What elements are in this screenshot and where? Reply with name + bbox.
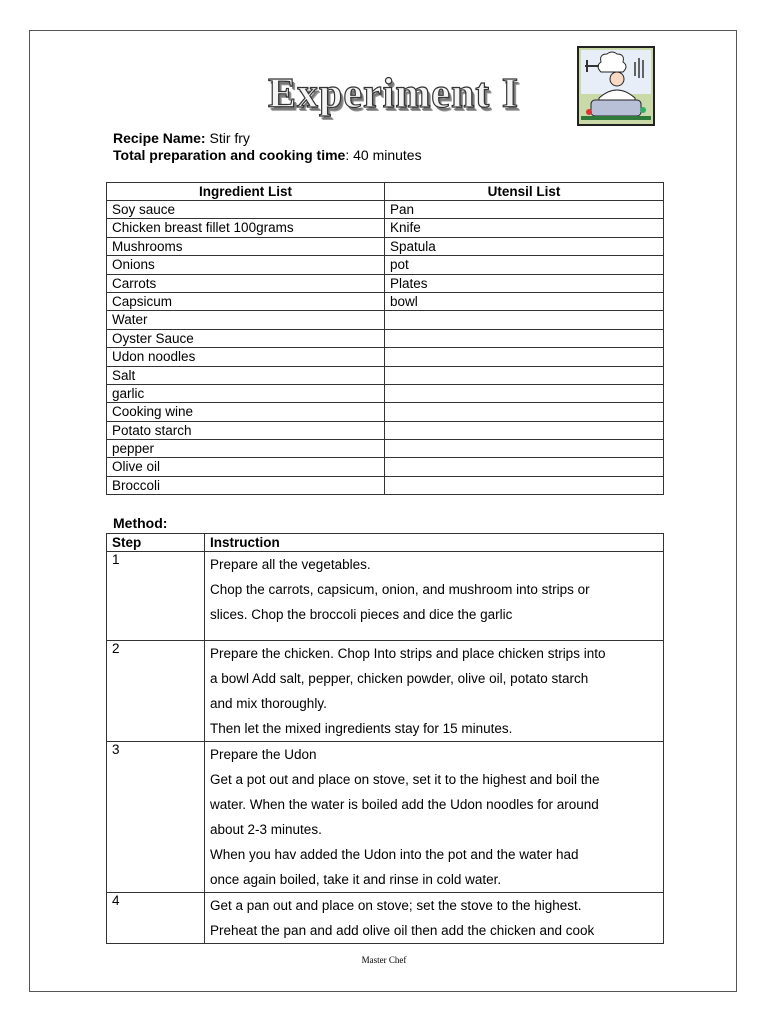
ingredient-cell: Water (107, 311, 385, 329)
instruction-cell (205, 893, 664, 944)
time-label: Total preparation and cooking time (113, 147, 346, 163)
instruction-line: about 2-3 minutes. (210, 822, 322, 837)
recipe-meta (113, 130, 422, 164)
ingredient-cell: Salt (107, 366, 385, 384)
table-row (107, 440, 664, 458)
ingredient-cell: garlic (107, 384, 385, 402)
time-value: : 40 minutes (345, 147, 422, 163)
ingredient-cell: Capsicum (107, 292, 385, 310)
table-row (107, 292, 664, 310)
table-row (107, 201, 664, 219)
step-number: 2 (107, 641, 205, 742)
instruction-line: Prepare all the vegetables. (210, 557, 371, 572)
chef-cooking-icon (577, 46, 655, 126)
utensil-cell: Knife (385, 219, 664, 237)
table-row (107, 329, 664, 347)
utensil-header: Utensil List (385, 183, 664, 201)
ingredient-utensil-table (106, 182, 664, 495)
instruction-line: a bowl Add salt, pepper, chicken powder, olive oil, potato starch (210, 671, 589, 686)
ingredient-cell: Carrots (107, 274, 385, 292)
table-row (107, 348, 664, 366)
ingredient-header: Ingredient List (107, 183, 385, 201)
step-number: 4 (107, 893, 205, 944)
instruction-line: Chop the carrots, capsicum, onion, and mushroom into strips or (210, 582, 590, 597)
table-row (107, 403, 664, 421)
utensil-cell (385, 476, 664, 494)
utensil-cell: pot (385, 256, 664, 274)
instruction-line: Prepare the chicken. Chop Into strips and place chicken strips into (210, 646, 606, 661)
utensil-cell (385, 440, 664, 458)
table-row (107, 219, 664, 237)
table-row (107, 237, 664, 255)
method-row (107, 893, 664, 944)
table-row (107, 256, 664, 274)
table-row (107, 421, 664, 439)
utensil-cell (385, 311, 664, 329)
ingredient-cell: pepper (107, 440, 385, 458)
ingredient-cell: Olive oil (107, 458, 385, 476)
instruction-cell (205, 742, 664, 893)
instruction-line: water. When the water is boiled add the Udon noodles for around (210, 797, 599, 812)
instruction-line: Preheat the pan and add olive oil then add the chicken and cook (210, 923, 595, 938)
table-row (107, 274, 664, 292)
utensil-cell: Plates (385, 274, 664, 292)
ingredient-cell: Oyster Sauce (107, 329, 385, 347)
method-row (107, 742, 664, 893)
table-row (107, 384, 664, 402)
ingredient-cell: Udon noodles (107, 348, 385, 366)
step-number: 1 (107, 552, 205, 641)
instruction-line: Get a pot out and place on stove, set it to the highest and boil the (210, 772, 600, 787)
instruction-line: and mix thoroughly. (210, 696, 327, 711)
utensil-cell: Spatula (385, 237, 664, 255)
method-label: Method: (113, 515, 168, 531)
utensil-cell (385, 348, 664, 366)
ingredient-cell: Cooking wine (107, 403, 385, 421)
recipe-name-label: Recipe Name: (113, 130, 206, 146)
instruction-line: When you hav added the Udon into the pot and the water had (210, 847, 579, 862)
instruction-cell (205, 552, 664, 641)
utensil-cell (385, 329, 664, 347)
utensil-cell: bowl (385, 292, 664, 310)
instruction-line: Prepare the Udon (210, 747, 317, 762)
method-row (107, 641, 664, 742)
ingredient-cell: Broccoli (107, 476, 385, 494)
utensil-cell (385, 384, 664, 402)
utensil-cell (385, 403, 664, 421)
method-table (106, 533, 664, 944)
instruction-cell (205, 641, 664, 742)
utensil-cell: Pan (385, 201, 664, 219)
footer-text: Master Chef (361, 955, 407, 965)
ingredient-cell: Onions (107, 256, 385, 274)
ingredient-cell: Soy sauce (107, 201, 385, 219)
step-number: 3 (107, 742, 205, 893)
page-title: Experiment I (268, 71, 520, 117)
method-row (107, 552, 664, 641)
ingredient-cell: Potato starch (107, 421, 385, 439)
instruction-line: slices. Chop the broccoli pieces and dice the garlic (210, 607, 513, 622)
table-row (107, 458, 664, 476)
table-row (107, 311, 664, 329)
table-row (107, 476, 664, 494)
step-header: Step (107, 534, 205, 552)
utensil-cell (385, 421, 664, 439)
table-row (107, 366, 664, 384)
utensil-cell (385, 366, 664, 384)
instruction-line: once again boiled, take it and rinse in cold water. (210, 872, 502, 887)
ingredient-cell: Chicken breast fillet 100grams (107, 219, 385, 237)
instruction-line: Get a pan out and place on stove; set the stove to the highest. (210, 898, 582, 913)
instruction-line: Then let the mixed ingredients stay for 15 minutes. (210, 721, 513, 736)
utensil-cell (385, 458, 664, 476)
ingredient-cell: Mushrooms (107, 237, 385, 255)
instruction-header: Instruction (205, 534, 664, 552)
recipe-name-value: Stir fry (205, 130, 250, 146)
